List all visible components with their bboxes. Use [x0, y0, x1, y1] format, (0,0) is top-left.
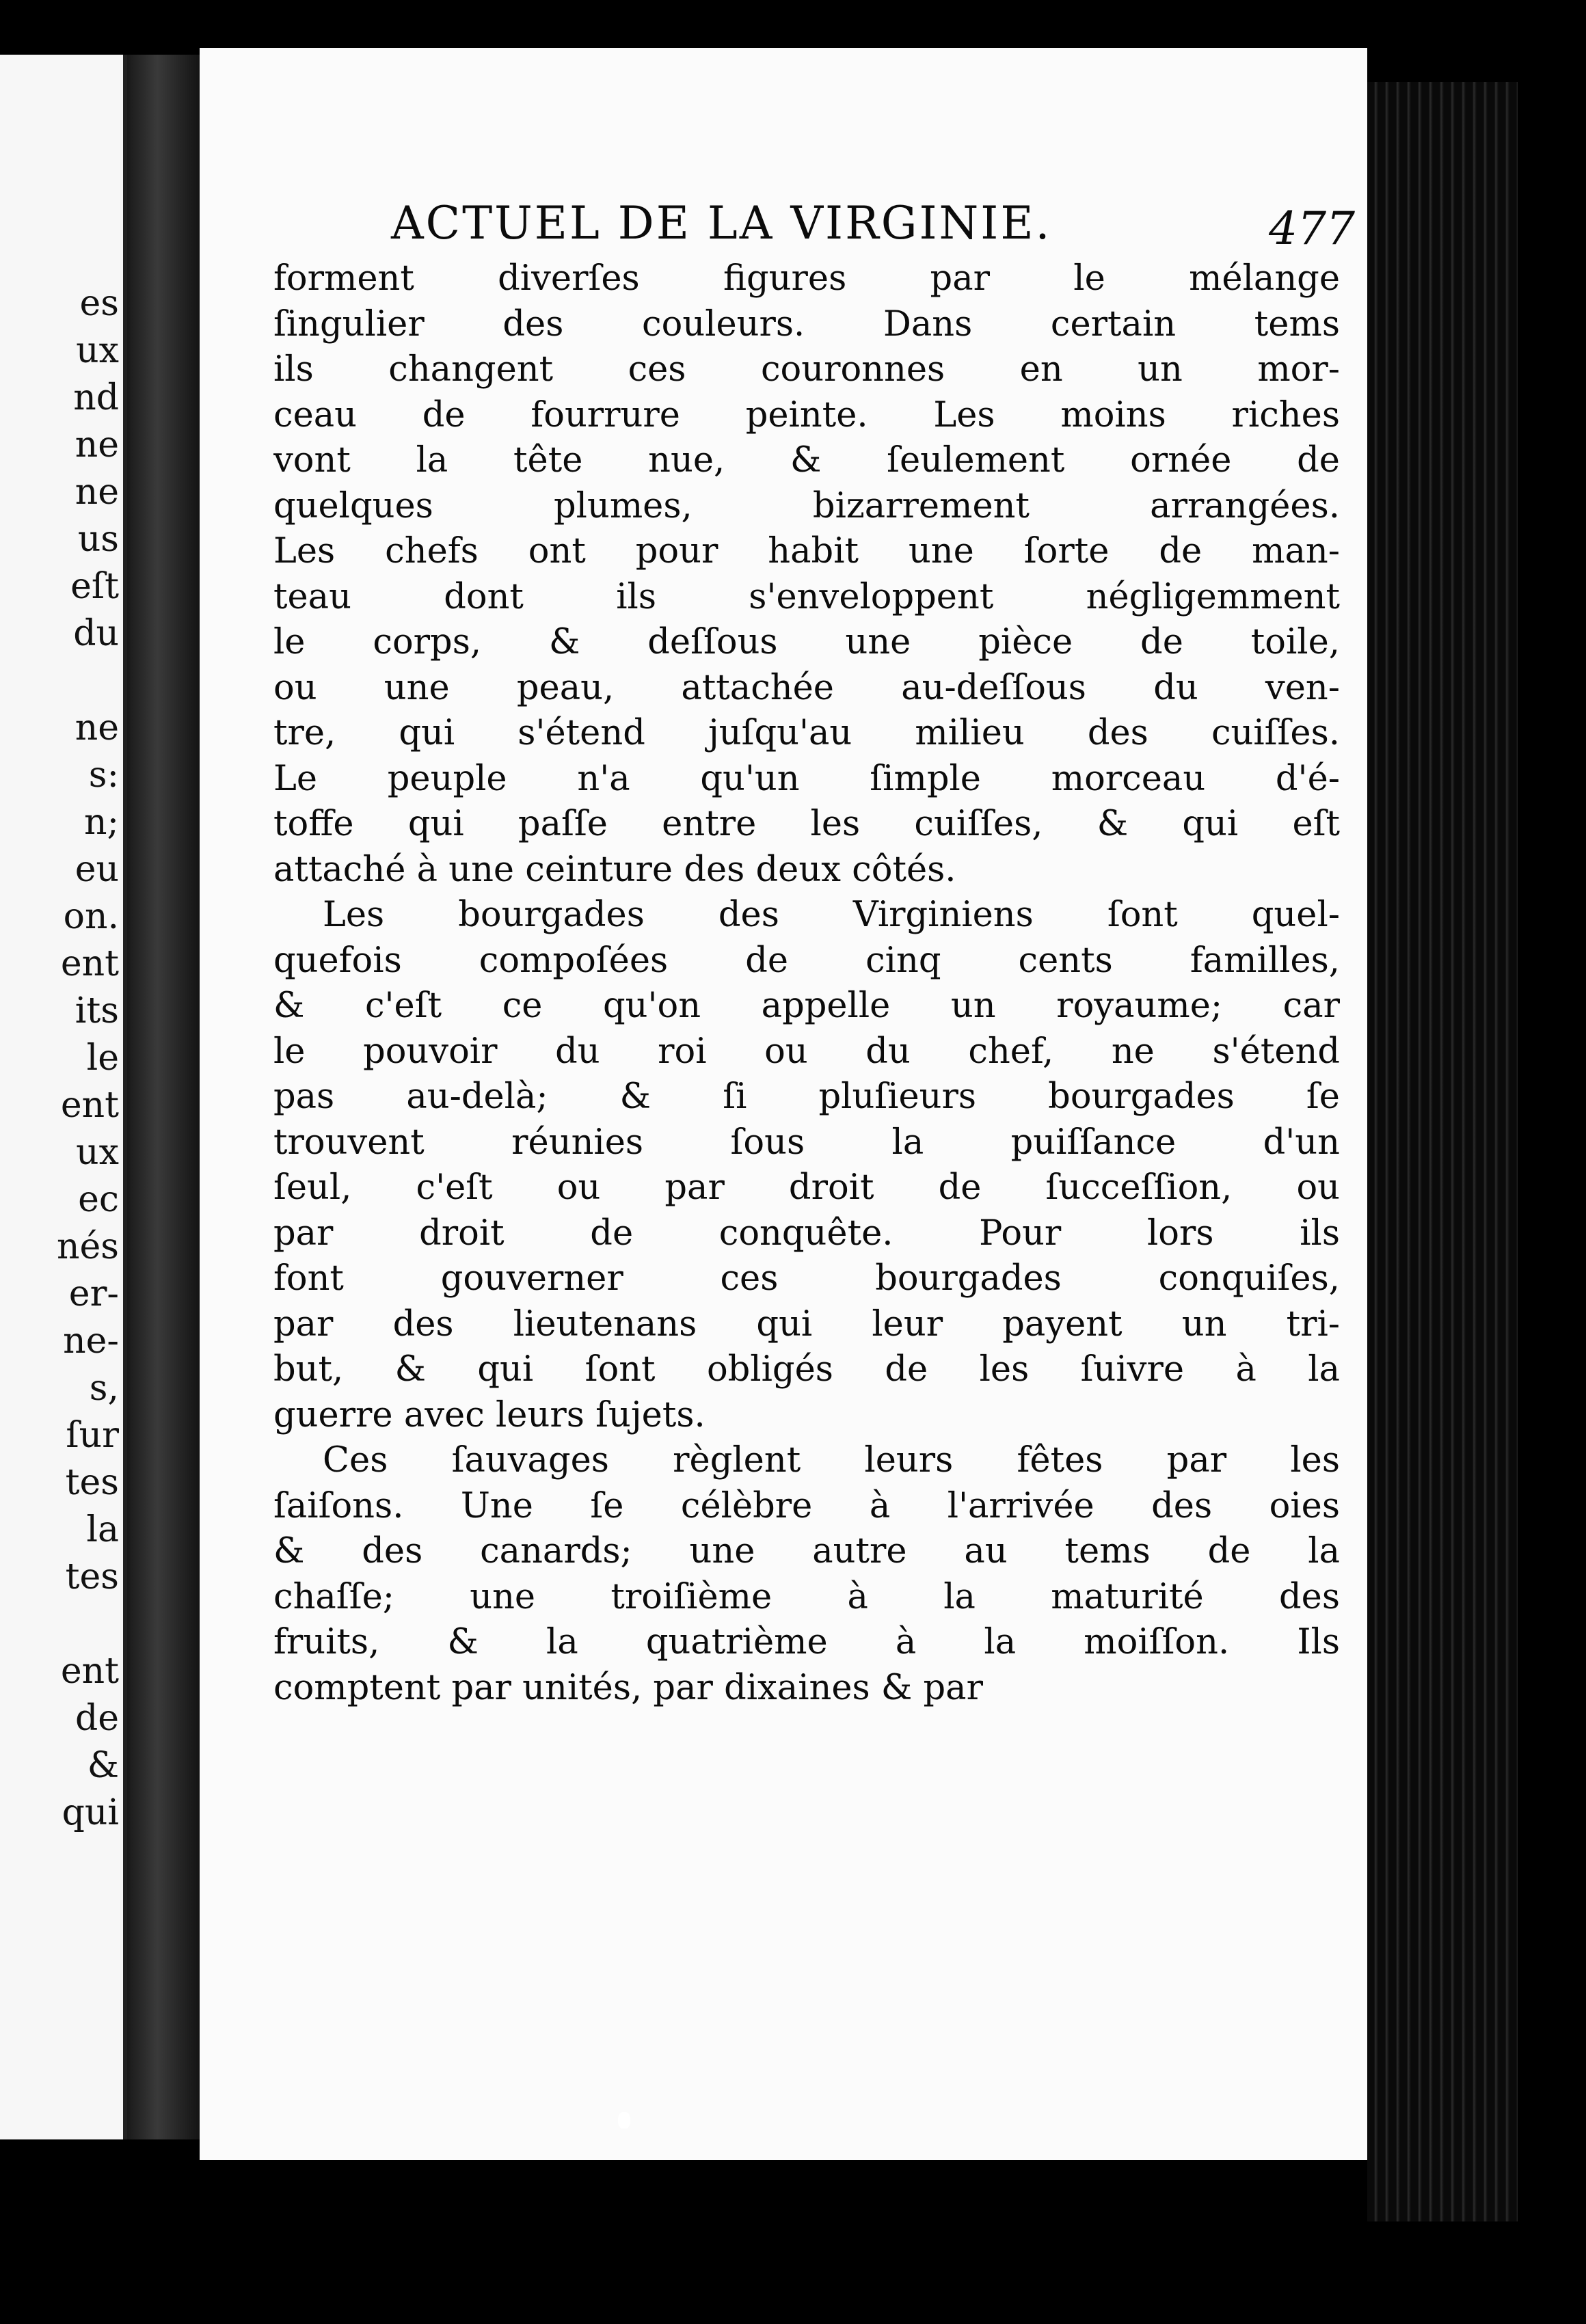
left-page-line-ending: eu: [75, 849, 119, 890]
text-line: Le peuple n'a qu'un ſimple morceau d'é-: [273, 758, 1340, 799]
left-page-line-ending: ent: [60, 1651, 119, 1692]
text-line: tre, qui s'étend juſqu'au milieu des cuiſſes.: [273, 713, 1340, 753]
left-page-line-ending: ux: [76, 1132, 119, 1173]
text-line: ou une peau, attachée au-deſſous du ven-: [273, 667, 1340, 708]
text-line: forment diverſes figures par le mélange: [273, 258, 1340, 299]
text-line: teau dont ils s'enveloppent négligemment: [273, 576, 1340, 617]
left-page-line-ending: us: [77, 519, 119, 560]
text-line: comptent par unités, par dixaines & par: [273, 1667, 983, 1708]
running-title: ACTUEL DE LA VIRGINIE.: [391, 197, 1052, 249]
text-line: ſaiſons. Une ſe célèbre à l'arrivée des oies: [273, 1485, 1340, 1526]
left-page-line-ending: la: [86, 1509, 119, 1550]
paragraph: [273, 893, 1340, 1438]
left-page-line-ending: tes: [65, 1556, 119, 1597]
left-page-line-ending: ne-: [63, 1321, 119, 1362]
left-page-line-ending: on.: [63, 896, 119, 937]
text-line: par des lieutenans qui leur payent un tri-: [273, 1303, 1340, 1345]
text-line: vont la tête nue, & ſeulement ornée de: [273, 440, 1340, 481]
left-page-line-ending: ent: [60, 1085, 119, 1126]
text-line: trouvent réunies ſous la puiſſance d'un: [273, 1122, 1340, 1163]
book-gutter: [127, 55, 202, 2139]
text-line: Les bourgades des Virginiens ſont quel-: [323, 895, 1340, 935]
page-body-text: [273, 256, 1340, 1711]
left-page-line-ending: s,: [89, 1368, 119, 1409]
left-page-line-ending: ent: [60, 943, 119, 984]
paragraph: [273, 256, 1340, 893]
text-line: & c'eſt ce qu'on appelle un royaume; car: [273, 986, 1340, 1026]
left-page-line-ending: ne: [75, 424, 119, 465]
text-line: quelques plumes, bizarrement arrangées.: [273, 485, 1340, 526]
text-line: ſeul, c'eſt ou par droit de ſucceſſion, ou: [273, 1167, 1340, 1208]
text-line: but, & qui ſont obligés de les ſuivre à la: [273, 1349, 1340, 1390]
left-page-line-ending: [0, 1601, 119, 1648]
text-line: le pouvoir du roi ou du chef, ne s'étend: [273, 1031, 1340, 1072]
text-line: Ces ſauvages règlent leurs fêtes par les: [323, 1440, 1340, 1481]
left-page-fragment: [0, 55, 127, 2139]
scan-speck: [618, 2112, 630, 2129]
page-number: 477: [1269, 202, 1355, 255]
text-line: ceau de fourrure peinte. Les moins riches: [273, 394, 1340, 435]
left-page-line-ending: ſur: [66, 1415, 119, 1456]
left-page-line-ending: ne: [75, 472, 119, 513]
left-page-line-ending: er-: [68, 1273, 119, 1314]
left-page-line-ending: ux: [76, 330, 119, 371]
left-page-line-endings: [0, 280, 119, 1837]
text-line: & des canards; une autre au tems de la: [273, 1531, 1340, 1571]
text-line: ils changent ces couronnes en un mor-: [273, 349, 1340, 390]
left-page-line-ending: &: [87, 1745, 119, 1786]
text-line: le corps, & deſſous une pièce de toile,: [273, 622, 1340, 662]
right-page: [200, 48, 1367, 2160]
text-line: ſingulier des couleurs. Dans certain tems: [273, 303, 1340, 344]
text-line: quefois compoſées de cinq cents familles,: [273, 940, 1340, 981]
text-line: font gouverner ces bourgades conquiſes,: [273, 1258, 1340, 1299]
page-header: [288, 197, 1355, 258]
text-line: toffe qui paſſe entre les cuiſſes, & qui eſt: [273, 804, 1340, 844]
text-line: pas au-delà; & ſi pluſieurs bourgades ſe: [273, 1077, 1340, 1117]
left-page-line-ending: nés: [57, 1226, 119, 1267]
text-line: Les chefs ont pour habit une ſorte de man-: [273, 531, 1340, 571]
left-page-line-ending: its: [75, 990, 119, 1031]
left-page-line-ending: ec: [78, 1179, 119, 1220]
left-page-line-ending: [0, 658, 119, 705]
book-page-edges: [1367, 82, 1518, 2221]
left-page-line-ending: s:: [88, 755, 119, 796]
text-line: chaſſe; une troiſième à la maturité des: [273, 1576, 1340, 1617]
left-page-line-ending: du: [73, 613, 119, 654]
left-page-line-ending: ne: [75, 707, 119, 748]
text-line: par droit de conquête. Pour lors ils: [273, 1213, 1340, 1254]
left-page-line-ending: nd: [73, 377, 119, 418]
paragraph: [273, 1438, 1340, 1711]
text-line: attaché à une ceinture des deux côtés.: [273, 849, 956, 890]
left-page-line-ending: qui: [62, 1792, 119, 1833]
text-line: fruits, & la quatrième à la moiſſon. Ils: [273, 1622, 1340, 1662]
left-page-line-ending: eſt: [70, 566, 119, 607]
text-line: guerre avec leurs ſujets.: [273, 1394, 705, 1435]
left-page-line-ending: es: [79, 283, 119, 324]
left-page-line-ending: de: [75, 1698, 119, 1739]
left-page-line-ending: le: [86, 1038, 119, 1079]
left-page-line-ending: n;: [83, 802, 119, 843]
left-page-line-ending: tes: [65, 1462, 119, 1503]
